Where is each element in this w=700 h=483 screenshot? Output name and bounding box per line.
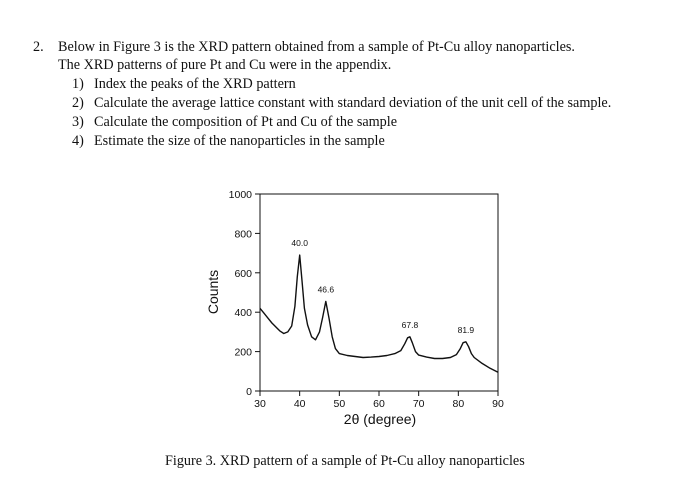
task-number: 2) — [72, 95, 84, 111]
task-text: Calculate the composition of Pt and Cu of the sample — [94, 114, 398, 130]
x-tick-label: 60 — [373, 398, 385, 410]
y-tick-label: 1000 — [228, 189, 252, 201]
task-number: 4) — [72, 133, 84, 149]
question-intro-line1: Below in Figure 3 is the XRD pattern obtained from a sample of Pt-Cu alloy nanoparticles. — [58, 39, 575, 55]
y-tick-label: 400 — [234, 307, 252, 320]
y-tick-label: 0 — [246, 386, 252, 398]
question-intro-line2: The XRD patterns of pure Pt and Cu were in the appendix. — [58, 57, 392, 73]
task-number: 3) — [72, 114, 84, 130]
x-tick-label: 90 — [492, 398, 504, 410]
figure-caption: Figure 3. XRD pattern of a sample of Pt-Cu alloy nanoparticles — [165, 453, 525, 469]
peak-label: 67.8 — [401, 319, 419, 330]
peak-label: 40.0 — [291, 238, 308, 249]
y-axis-label: Counts — [205, 269, 221, 315]
question-number: 2. — [33, 39, 44, 55]
x-tick-label: 30 — [254, 398, 266, 410]
y-tick-label: 200 — [234, 346, 252, 359]
x-tick-label: 40 — [293, 398, 306, 410]
y-tick-label: 800 — [234, 228, 252, 241]
task-text: Estimate the size of the nanoparticles in the sample — [94, 133, 385, 149]
xrd-pattern-line — [260, 255, 498, 372]
x-axis — [254, 391, 504, 410]
task-text: Index the peaks of the XRD pattern — [94, 76, 296, 92]
y-tick-label: 600 — [234, 267, 252, 280]
y-axis — [229, 189, 260, 398]
task-number: 1) — [72, 76, 84, 92]
x-tick-label: 50 — [333, 398, 346, 410]
peak-annotations — [291, 238, 474, 335]
x-tick-label: 70 — [412, 398, 425, 410]
task-text: Calculate the average lattice constant with standard deviation of the unit cell of the sample. — [94, 95, 612, 111]
peak-label: 46.6 — [317, 284, 335, 295]
x-tick-label: 80 — [452, 398, 465, 410]
peak-label: 81.9 — [457, 324, 475, 335]
x-axis-label: 2θ (degree) — [343, 411, 417, 427]
